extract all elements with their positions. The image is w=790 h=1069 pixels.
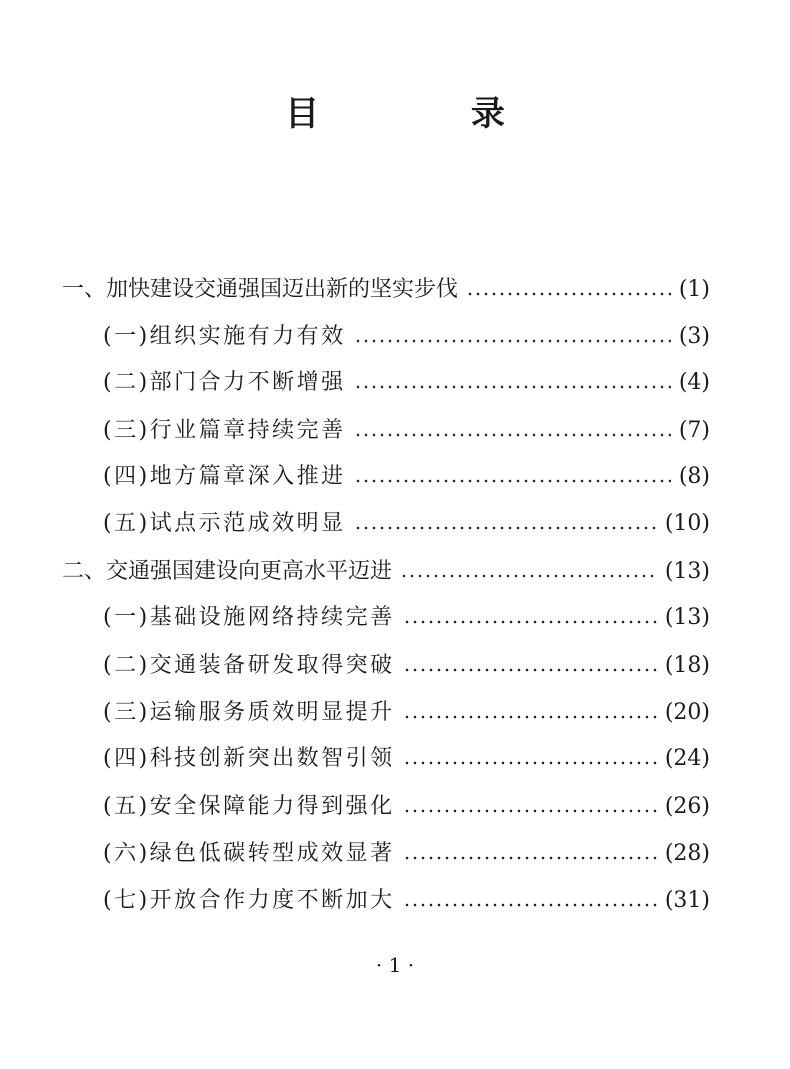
toc-row-5[interactable] <box>103 455 710 499</box>
toc-entry-page: (31) <box>664 888 710 913</box>
toc-row-10[interactable] <box>103 691 710 735</box>
toc-row-11[interactable] <box>103 737 710 781</box>
toc-entry-page: (26) <box>664 794 710 819</box>
dot-leader <box>403 903 657 907</box>
toc-entry-label: 二、交通强国建设向更高水平迈进 <box>62 559 393 584</box>
page-title: 目 录 <box>285 94 575 134</box>
toc-entry-page: (20) <box>664 700 710 725</box>
toc-entry-label: (七)开放合作力度不断加大 <box>103 888 395 913</box>
dot-leader <box>400 574 657 578</box>
toc-row-9[interactable] <box>103 644 710 688</box>
toc-entry-page: (3) <box>678 324 710 349</box>
toc-entry-label: (一)基础设施网络持续完善 <box>103 605 395 630</box>
toc-entry-label: (二)部门合力不断增强 <box>103 370 346 395</box>
toc-entry-page: (18) <box>664 653 710 678</box>
toc-entry-page: (8) <box>678 464 710 489</box>
toc-row-4[interactable] <box>103 409 710 453</box>
dot-leader <box>354 339 671 343</box>
toc-row-3[interactable] <box>103 361 710 405</box>
toc-row-13[interactable] <box>103 832 710 876</box>
dot-leader <box>466 292 671 296</box>
dot-leader <box>403 620 657 624</box>
toc-row-12[interactable] <box>103 785 710 829</box>
dot-leader <box>354 433 671 437</box>
dot-leader <box>403 809 657 813</box>
dot-leader <box>354 385 671 389</box>
toc-entry-page: (10) <box>664 511 710 536</box>
toc-entry-page: (4) <box>678 370 710 395</box>
dot-leader <box>354 526 657 530</box>
toc-entry-label: (三)行业篇章持续完善 <box>103 418 346 443</box>
toc-entry-page: (7) <box>678 418 710 443</box>
toc-entry-label: (二)交通装备研发取得突破 <box>103 653 395 678</box>
toc-entry-label: (五)试点示范成效明显 <box>103 511 346 536</box>
page-number: · 1 · <box>375 953 415 977</box>
toc-entry-page: (1) <box>678 277 710 302</box>
toc-row-6[interactable] <box>103 502 710 546</box>
toc-entry-label: (四)地方篇章深入推进 <box>103 464 346 489</box>
toc-row-8[interactable] <box>103 596 710 640</box>
toc-row-7[interactable] <box>62 550 710 594</box>
toc-entry-page: (24) <box>664 746 710 771</box>
toc-entry-label: (五)安全保障能力得到强化 <box>103 794 395 819</box>
toc-row-1[interactable] <box>62 268 710 312</box>
toc-entry-label: (三)运输服务质效明显提升 <box>103 700 395 725</box>
toc-entry-page: (28) <box>664 841 710 866</box>
dot-leader <box>354 479 671 483</box>
toc-entry-label: (一)组织实施有力有效 <box>103 324 346 349</box>
toc-row-14[interactable] <box>103 879 710 923</box>
toc-entry-page: (13) <box>664 559 710 584</box>
toc-entry-page: (13) <box>664 605 710 630</box>
toc-entry-label: (六)绿色低碳转型成效显著 <box>103 841 395 866</box>
dot-leader <box>403 856 657 860</box>
dot-leader <box>403 761 657 765</box>
dot-leader <box>403 668 657 672</box>
dot-leader <box>403 715 657 719</box>
toc-entry-label: (四)科技创新突出数智引领 <box>103 746 395 771</box>
toc-row-2[interactable] <box>103 315 710 359</box>
toc-entry-label: 一、加快建设交通强国迈出新的坚实步伐 <box>62 277 459 302</box>
